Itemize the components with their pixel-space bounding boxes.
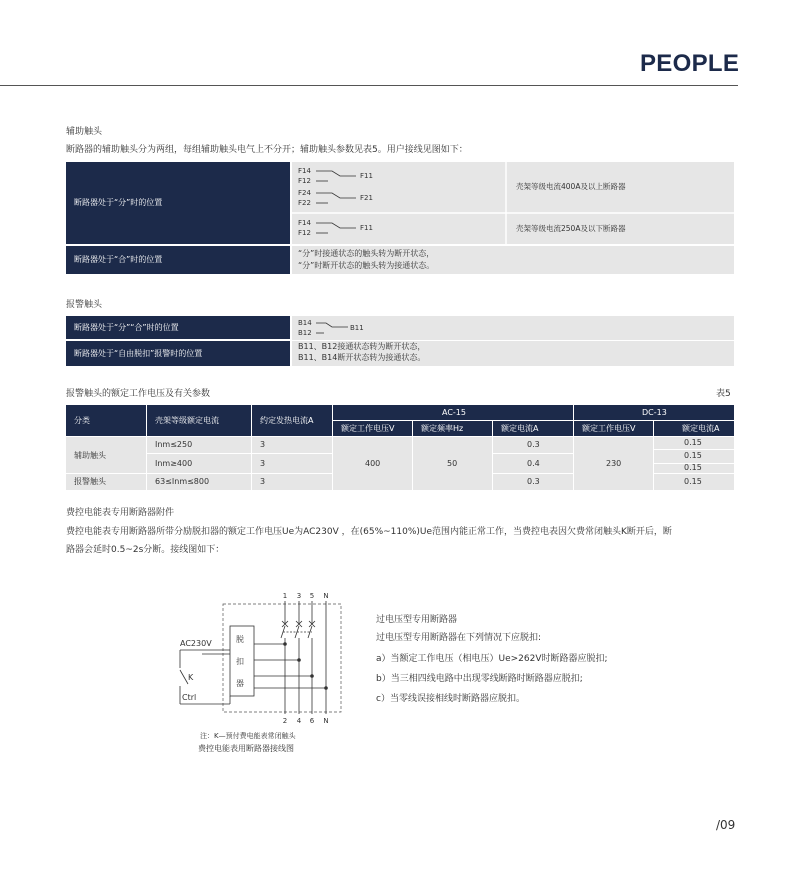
terminal-n-bottom-label: N bbox=[323, 717, 329, 725]
diag3-out: F11 bbox=[360, 224, 373, 232]
ac-current-cell-3: 0.3 bbox=[493, 474, 573, 490]
frame-cell-3: 63≤Inm≤800 bbox=[147, 474, 251, 490]
alarm-row1-label: 断路器处于“分”“合”时的位置 bbox=[74, 323, 179, 332]
category-aux-cell: 辅助触头 bbox=[66, 437, 146, 473]
overvoltage-item-c: c）当零线误接相线时断路器应脱扣。 bbox=[376, 694, 525, 704]
prepaid-line1: 费控电能表专用断路器所带分励脱扣器的额定工作电压Ue为AC230V ，在(65%~110%)Ue范围内能正常工作，当费控电表因欠费常闭触头K断开后，断 bbox=[66, 527, 672, 537]
alarm-contact-table bbox=[66, 316, 734, 366]
alarm-diag-b: B12 bbox=[298, 329, 312, 337]
overvoltage-item-b: b）当三相四线电路中出现零线断路时断路器应脱扣; bbox=[376, 674, 583, 684]
diag1-a: F14 bbox=[298, 167, 311, 175]
col-frame-header: 壳架等级额定电流 bbox=[147, 405, 251, 436]
alarm-row2-header bbox=[66, 341, 290, 366]
diagram-note: 注：K—预付费电能表常闭触头 bbox=[200, 732, 296, 740]
diagram-caption: 费控电能表用断路器接线图 bbox=[198, 744, 294, 753]
thermal-cell-3: 3 bbox=[252, 474, 332, 490]
dc-voltage-header: 额定工作电压V bbox=[574, 421, 653, 436]
terminal-5-label: 5 bbox=[309, 592, 315, 600]
header-divider bbox=[0, 85, 738, 86]
ac-frequency-header: 额定频率Hz bbox=[413, 421, 492, 436]
frame-cell-1: Inm≤250 bbox=[147, 437, 251, 453]
dc-current-cell-3: 0.15 bbox=[654, 464, 734, 473]
page-number: /09 bbox=[716, 818, 736, 832]
dc-current-cell-4: 0.15 bbox=[654, 474, 734, 490]
supply-label: AC230V bbox=[180, 639, 212, 648]
alarm-line2: B11、B14断开状态转为接通状态。 bbox=[298, 353, 426, 362]
alarm-diag-out: B11 bbox=[350, 324, 364, 332]
dc-current-cell-1: 0.15 bbox=[654, 437, 734, 449]
aux-wiring-diagrams bbox=[292, 162, 734, 244]
ac15-group-header: AC-15 bbox=[333, 405, 573, 420]
aux-description: 断路器的辅助触头分为两组，每组辅助触头电气上不分开；辅助触头参数见表5。用户接线见图如下： bbox=[66, 145, 468, 155]
brand-logo: PEOPLE bbox=[640, 50, 740, 77]
prepaid-title: 费控电能表专用断路器附件 bbox=[66, 508, 175, 518]
prepaid-wiring-diagram bbox=[170, 588, 350, 760]
thermal-cell-1: 3 bbox=[252, 437, 332, 453]
release-char-2: 扣 bbox=[236, 657, 244, 666]
category-alarm-cell: 报警触头 bbox=[66, 474, 146, 490]
contact-symbol-lines bbox=[316, 171, 356, 233]
terminal-n-top-label: N bbox=[323, 592, 329, 600]
aux-row2-label: 断路器处于“合”时的位置 bbox=[74, 255, 163, 264]
aux-closed-line2: “分”时断开状态的触头转为接通状态。 bbox=[298, 261, 435, 270]
aux-closed-line1: “分”时接通状态的触头转为断开状态， bbox=[298, 249, 435, 258]
alarm-wiring-diagram bbox=[292, 316, 412, 340]
ac-current-cell-2: 0.4 bbox=[493, 454, 573, 473]
aux-note-400: 壳架等级电流400A及以上断路器 bbox=[516, 182, 626, 191]
dc-current-cell-2: 0.15 bbox=[654, 450, 734, 463]
pole-lines bbox=[180, 601, 326, 714]
overvoltage-item-a: a）当额定工作电压（相电压）Ue>262V时断路器应脱扣; bbox=[376, 654, 608, 664]
aux-row1-content bbox=[292, 162, 734, 244]
terminal-4-label: 4 bbox=[296, 717, 302, 725]
dc-voltage-cell: 230 bbox=[574, 437, 653, 490]
aux-row1-header bbox=[66, 162, 290, 244]
aux-row2-header bbox=[66, 246, 290, 274]
ac-voltage-cell: 400 bbox=[333, 437, 412, 490]
frame-cell-2: Inm≥400 bbox=[147, 454, 251, 473]
alarm-line1: B11、B12接通状态转为断开状态， bbox=[298, 342, 426, 351]
aux-contact-table bbox=[66, 162, 734, 274]
alarm-row2-label: 断路器处于“自由脱扣”报警时的位置 bbox=[74, 349, 203, 358]
alarm-title: 报警触头 bbox=[66, 300, 103, 310]
terminal-3-label: 3 bbox=[296, 592, 302, 600]
aux-row2-content bbox=[292, 246, 734, 274]
dc13-group-header: DC-13 bbox=[574, 405, 734, 420]
col-thermal-header: 约定发热电流A bbox=[252, 405, 332, 436]
terminal-1-label: 1 bbox=[282, 592, 288, 600]
aux-title: 辅助触头 bbox=[66, 127, 103, 137]
col-category-header: 分类 bbox=[66, 405, 146, 436]
params-title: 报警触头的额定工作电压及有关参数 bbox=[66, 389, 211, 399]
alarm-row1-header bbox=[66, 316, 290, 339]
alarm-diag-a: B14 bbox=[298, 319, 312, 327]
params-table bbox=[66, 405, 734, 490]
ctrl-label: Ctrl bbox=[182, 693, 197, 702]
aux-note-250: 壳架等级电流250A及以下断路器 bbox=[516, 224, 626, 233]
diag3-a: F14 bbox=[298, 219, 311, 227]
dc-current-header: 额定电流A bbox=[654, 421, 734, 436]
release-char-1: 脱 bbox=[236, 635, 244, 644]
overvoltage-title: 过电压型专用断路器 bbox=[376, 615, 458, 625]
diag2-a: F24 bbox=[298, 189, 311, 197]
terminal-6-label: 6 bbox=[309, 717, 315, 725]
ac-current-cell-1: 0.3 bbox=[493, 437, 573, 453]
ac-frequency-cell: 50 bbox=[413, 437, 492, 490]
ac-voltage-header: 额定工作电压V bbox=[333, 421, 412, 436]
params-table-number: 表5 bbox=[716, 389, 731, 399]
alarm-content bbox=[292, 316, 734, 366]
prepaid-line2: 路器会延时0.5~2s分断。接线图如下： bbox=[66, 545, 225, 555]
overvoltage-intro: 过电压型专用断路器在下列情况下应脱扣: bbox=[376, 633, 542, 643]
terminal-2-label: 2 bbox=[282, 717, 288, 725]
aux-row1-label: 断路器处于“分”时的位置 bbox=[74, 198, 163, 207]
diag2-out: F21 bbox=[360, 194, 373, 202]
diag3-b: F12 bbox=[298, 229, 311, 237]
diag2-b: F22 bbox=[298, 199, 311, 207]
thermal-cell-2: 3 bbox=[252, 454, 332, 473]
diag1-b: F12 bbox=[298, 177, 311, 185]
k-contact-label: K bbox=[188, 673, 194, 682]
release-char-3: 器 bbox=[236, 679, 244, 688]
diag1-out: F11 bbox=[360, 172, 373, 180]
ac-current-header: 额定电流A bbox=[493, 421, 573, 436]
